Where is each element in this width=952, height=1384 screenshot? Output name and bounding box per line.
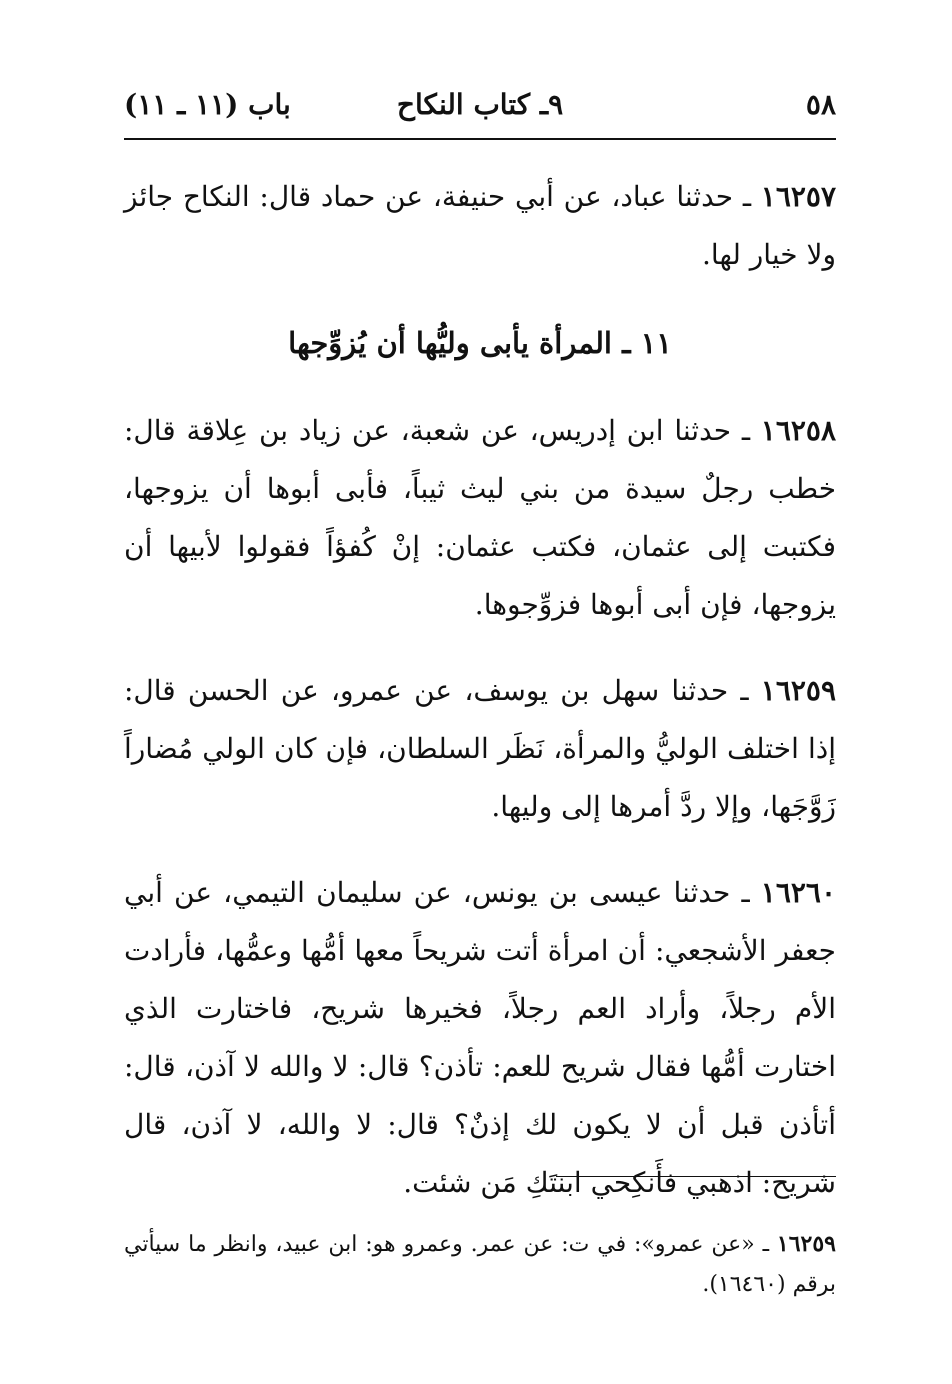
hadith-16258 bbox=[124, 402, 836, 634]
hadith-text: ـ حدثنا عباد، عن أبي حنيفة، عن حماد قال: النكاح جائز ولا خيار لها. bbox=[124, 180, 836, 271]
hadith-text: ـ حدثنا عيسى بن يونس، عن سليمان التيمي، عن أبي جعفر الأشجعي: أن امرأة أتت شريحاً معها أمُّها وعمُّها، فأرادت الأم رجلاً، وأراد العم رجلاً، فخيرها شريح، فاختارت الذي اختارت أمُّها فقال شريح للعم: تأذن؟ قال: لا والله لا آذن، قال: أتأذن قبل أن لا يكون لك إذنٌ؟ قال: لا والله، لا آذن، قال شريح: اذهبي فأَنكِحي ابنتَكِ مَن شئت. bbox=[124, 876, 836, 1199]
header-rule bbox=[124, 138, 836, 140]
hadith-16259 bbox=[124, 662, 836, 836]
footnote-number: ١٦٢٥٩ bbox=[776, 1231, 836, 1257]
page-number: ٥٨ bbox=[805, 88, 836, 121]
section-heading: ١١ ـ المرأة يأبى وليُّها أن يُزوِّجها bbox=[288, 326, 672, 360]
hadith-number: ١٦٢٦٠ bbox=[760, 876, 836, 909]
chapter-reference: باب (١١ ـ ١١) bbox=[124, 88, 291, 121]
footnote-rule bbox=[556, 1176, 836, 1177]
hadith-16257 bbox=[124, 168, 836, 284]
footnote-text: ـ «عن عمرو»: في ت: عن عمر. وعمرو هو: ابن عبيد، وانظر ما سيأتي برقم (١٦٤٦٠). bbox=[124, 1232, 836, 1297]
book-title: ٩ـ كتاب النكاح bbox=[396, 88, 564, 121]
footnote bbox=[124, 1224, 836, 1305]
main-text bbox=[124, 168, 836, 1212]
spacer bbox=[124, 634, 836, 662]
hadith-number: ١٦٢٥٨ bbox=[760, 414, 836, 447]
page-header bbox=[124, 88, 836, 128]
hadith-number: ١٦٢٥٧ bbox=[760, 180, 836, 213]
spacer bbox=[124, 284, 836, 314]
hadith-text: ـ حدثنا ابن إدريس، عن شعبة، عن زياد بن عِلاقة قال: خطب رجلٌ سيدة من بني ليث ثيباً، فأبى أبوها أن يزوجها، فكتبت إلى عثمان، فكتب عثمان: إنْ كُفؤاً فقولوا لأبيها أن يزوجها، فإن أبى أبوها فزوِّجوها. bbox=[124, 414, 836, 621]
hadith-16260 bbox=[124, 864, 836, 1212]
spacer bbox=[124, 372, 836, 402]
hadith-text: ـ حدثنا سهل بن يوسف، عن عمرو، عن الحسن قال: إذا اختلف الوليُّ والمرأة، نَظَر السلطان، فإن كان الولي مُضاراً زَوَّجَها، وإلا ردَّ أمرها إلى وليها. bbox=[124, 674, 836, 823]
spacer bbox=[124, 836, 836, 864]
hadith-number: ١٦٢٥٩ bbox=[760, 674, 836, 707]
